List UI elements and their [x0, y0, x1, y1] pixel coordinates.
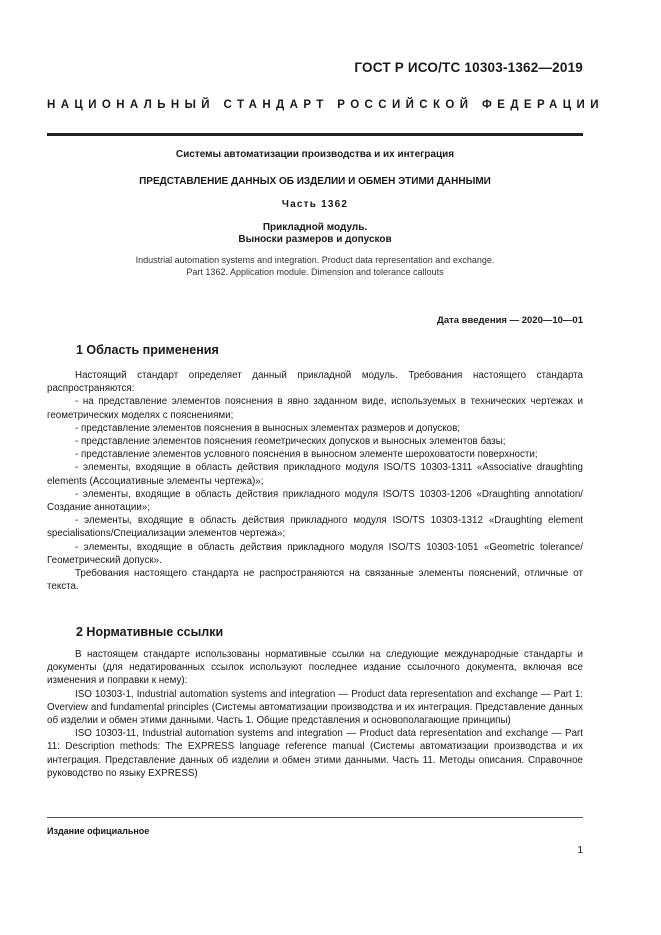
- paragraph: Настоящий стандарт определяет данный прикладной модуль. Требования настоящего стандарта распространяются:: [47, 370, 583, 395]
- list-item: - представление элементов условного пояснения в выносном элементе шероховатости поверхности;: [75, 449, 538, 461]
- title-main: ПРЕДСТАВЛЕНИЕ ДАННЫХ ОБ ИЗДЕЛИИ И ОБМЕН ЭТИМИ ДАННЫМИ: [139, 176, 491, 187]
- section1-body: [47, 369, 583, 593]
- list-item: - элементы, входящие в область действия прикладного модуля ISO/TS 10303-1206 «Draughting annotation/Создание аннотации»;: [47, 488, 583, 514]
- list-item: - элементы, входящие в область действия прикладного модуля ISO/TS 10303-1051 «Geometric tolerance/Геометрический допуск».: [47, 541, 583, 566]
- title-module-line2: Выноски размеров и допусков: [238, 234, 392, 245]
- title-series: Системы автоматизации производства и их интеграция: [175, 149, 455, 160]
- standard-code: ГОСТ Р ИСО/ТС 10303-1362—2019: [354, 60, 583, 75]
- list-item: - элементы, входящие в область действия прикладного модуля ISO/TS 10303-1312 «Draughting element specialisations/Специализации элементов чертежа»;: [47, 515, 583, 540]
- paragraph: Требования настоящего стандарта не распространяются на связанные элементы пояснений, отличные от текста.: [47, 568, 583, 593]
- list-item: - представление элементов пояснения в выносных элементах размеров и допусков;: [75, 422, 461, 434]
- title-module-line1: Прикладной модуль.: [262, 222, 368, 233]
- reference-item: ISO 10303-1, Industrial automation systems and integration — Product data representation and exchange — Part 1: Overview and fundamental principles (Системы автоматизации производства и их интеграция. Представление данных об изделии и обмен этими данными. Часть 1. Общие представления и основополагающие принципы): [47, 688, 583, 727]
- title-english-line1: Industrial automation systems and integration. Product data representation and exchange.: [135, 255, 495, 265]
- national-standard-label: НАЦИОНАЛЬНЫЙ СТАНДАРТ РОССИЙСКОЙ ФЕДЕРАЦИИ: [47, 99, 604, 111]
- paragraph: В настоящем стандарте использованы нормативные ссылки на следующие международные стандарты и документы (для недатированных ссылок используют последнее издание ссылочного документа, включая все изменения и поправки к нему):: [47, 649, 583, 687]
- title-english: [47, 255, 583, 278]
- title-module: [47, 222, 583, 246]
- title-english-line2: Part 1362. Application module. Dimension and tolerance callouts: [186, 266, 444, 277]
- list-item: - на представление элементов пояснения в явно заданном виде, используемых в технических чертежах и геометрических моделях с пояснениями;: [47, 396, 583, 421]
- section2-body: [47, 648, 583, 780]
- header-divider: [47, 133, 583, 136]
- title-part: Часть 1362: [281, 199, 349, 210]
- official-edition-label: Издание официальное: [47, 826, 150, 836]
- section1-heading: 1 Область применения: [76, 343, 219, 357]
- section2-heading: 2 Нормативные ссылки: [76, 625, 224, 639]
- list-item: - представление элементов пояснения геометрических допусков и выносных элементов базы;: [75, 436, 506, 448]
- reference-item: ISO 10303-11, Industrial automation systems and integration — Product data representation and exchange — Part 11: Description methods: The EXPRESS language reference manual (Системы автоматизации производства и их интеграция. Представление данных об изделии и обмен этими данными. Часть 11. Методы описания. Справочное руководство по языку EXPRESS): [47, 728, 583, 779]
- introduction-date: Дата введения — 2020—10—01: [437, 315, 583, 326]
- list-item: - элементы, входящие в область действия прикладного модуля ISO/TS 10303-1311 «Associative draughting elements (Ассоциативные элементы чертежа)»;: [47, 462, 583, 487]
- page-number: 1: [577, 845, 583, 856]
- footer-divider: [47, 817, 583, 818]
